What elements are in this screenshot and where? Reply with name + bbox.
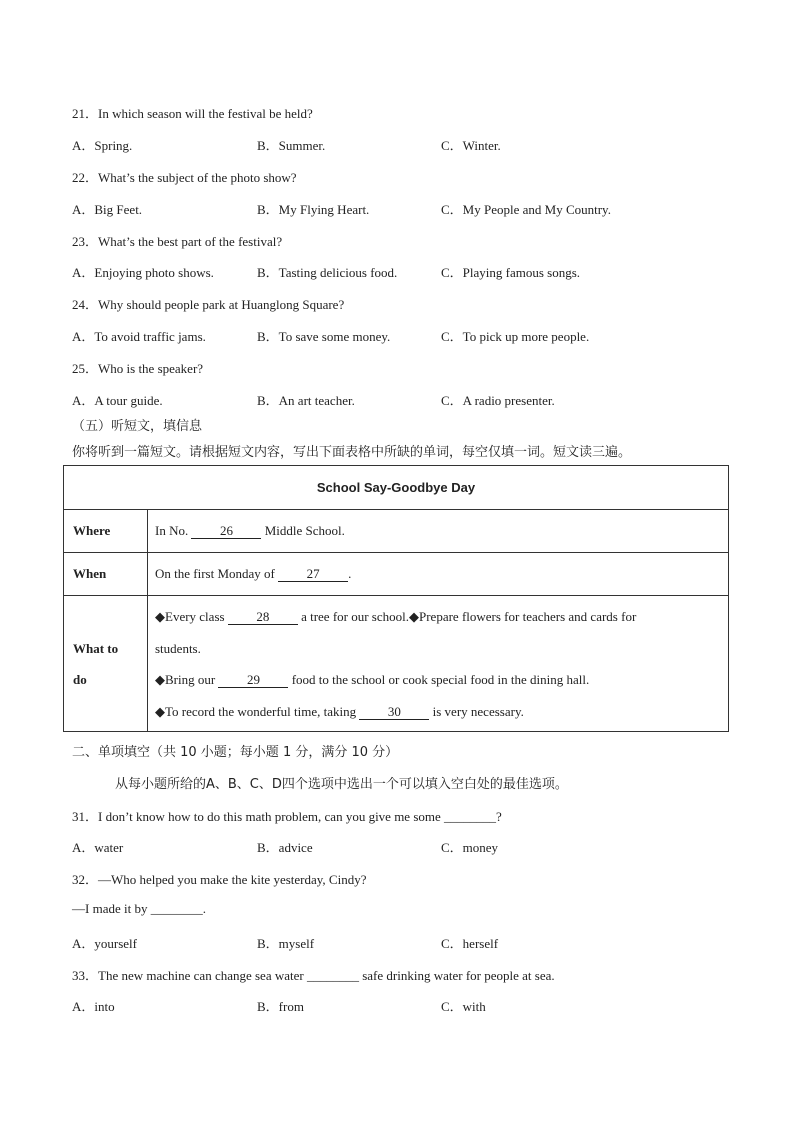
q25-option-a: A．A tour guide. [72, 393, 163, 408]
when-label: When [73, 566, 107, 581]
part-2-instruction: 从每小题所给的A、B、C、D四个选项中选出一个可以填入空白处的最佳选项。 [115, 777, 568, 792]
q24-option-b: B．To save some money. [257, 329, 391, 344]
what-to-label-do: do [73, 672, 87, 687]
blank-30: 30 [359, 705, 429, 720]
q33-option-b: B．from [257, 999, 304, 1014]
question-32-stem: 32．—Who helped you make the kite yesterday, Cindy? [72, 872, 367, 887]
what-to-label: What to [73, 641, 119, 656]
info-table [63, 465, 729, 732]
q23-option-c: C．Playing famous songs. [441, 265, 581, 280]
question-32-line-2: —I made it by ________. [72, 901, 206, 916]
where-label: Where [73, 523, 111, 538]
table-title: School Say-Goodbye Day [316, 480, 476, 495]
row-divider [64, 595, 728, 596]
q22-option-b: B．My Flying Heart. [257, 202, 370, 217]
q32-option-a: A．yourself [72, 936, 137, 951]
q31-option-b: B．advice [257, 840, 313, 855]
when-value: On the first Monday of 27 . [155, 566, 352, 581]
q21-option-a: A．Spring. [72, 138, 133, 153]
q32-option-b: B．myself [257, 936, 315, 951]
q33-option-a: A．into [72, 999, 115, 1014]
q21-option-b: B．Summer. [257, 138, 326, 153]
q31-option-a: A．water [72, 840, 124, 855]
q31-option-c: C．money [441, 840, 499, 855]
question-21-stem: 21．In which season will the festival be held? [72, 106, 313, 121]
todo-line-1: ◆Every class 28 a tree for our school.◆Prepare flowers for teachers and cards for [155, 609, 637, 624]
q24-option-a: A．To avoid traffic jams. [72, 329, 206, 344]
question-25-stem: 25．Who is the speaker? [72, 361, 204, 376]
todo-line-2: students. [155, 641, 201, 656]
row-divider [64, 509, 728, 510]
blank-27: 27 [278, 567, 348, 582]
q23-option-b: B．Tasting delicious food. [257, 265, 398, 280]
part-2-heading: 二、单项填空（共 10 小题；每小题 1 分，满分 10 分） [72, 745, 399, 760]
question-33-stem: 33．The new machine can change sea water ________ safe drinking water for people at sea. [72, 968, 555, 983]
q32-option-c: C．herself [441, 936, 499, 951]
column-divider [147, 509, 148, 732]
section-5-instruction: 你将听到一篇短文。请根据短文内容，写出下面表格中所缺的单词，每空仅填一词。短文读三遍。 [72, 445, 632, 460]
q24-option-c: C．To pick up more people. [441, 329, 590, 344]
row-divider [64, 552, 728, 553]
where-value: In No. 26 Middle School. [155, 523, 345, 538]
question-22-stem: 22．What’s the subject of the photo show? [72, 170, 297, 185]
section-5-heading: （五）听短文，填信息 [72, 419, 203, 434]
q22-option-c: C．My People and My Country. [441, 202, 611, 217]
q22-option-a: A．Big Feet. [72, 202, 143, 217]
q21-option-c: C．Winter. [441, 138, 501, 153]
blank-28: 28 [228, 610, 298, 625]
question-24-stem: 24．Why should people park at Huanglong Square? [72, 297, 345, 312]
todo-line-3: ◆Bring our 29 food to the school or cook special food in the dining hall. [155, 672, 590, 687]
q33-option-c: C．with [441, 999, 486, 1014]
todo-line-4: ◆To record the wonderful time, taking 30 is very necessary. [155, 704, 524, 719]
question-23-stem: 23．What’s the best part of the festival? [72, 234, 283, 249]
blank-26: 26 [191, 524, 261, 539]
q25-option-b: B．An art teacher. [257, 393, 355, 408]
blank-29: 29 [218, 673, 288, 688]
q23-option-a: A．Enjoying photo shows. [72, 265, 214, 280]
q25-option-c: C．A radio presenter. [441, 393, 555, 408]
question-31-stem: 31．I don’t know how to do this math problem, can you give me some ________? [72, 809, 502, 824]
